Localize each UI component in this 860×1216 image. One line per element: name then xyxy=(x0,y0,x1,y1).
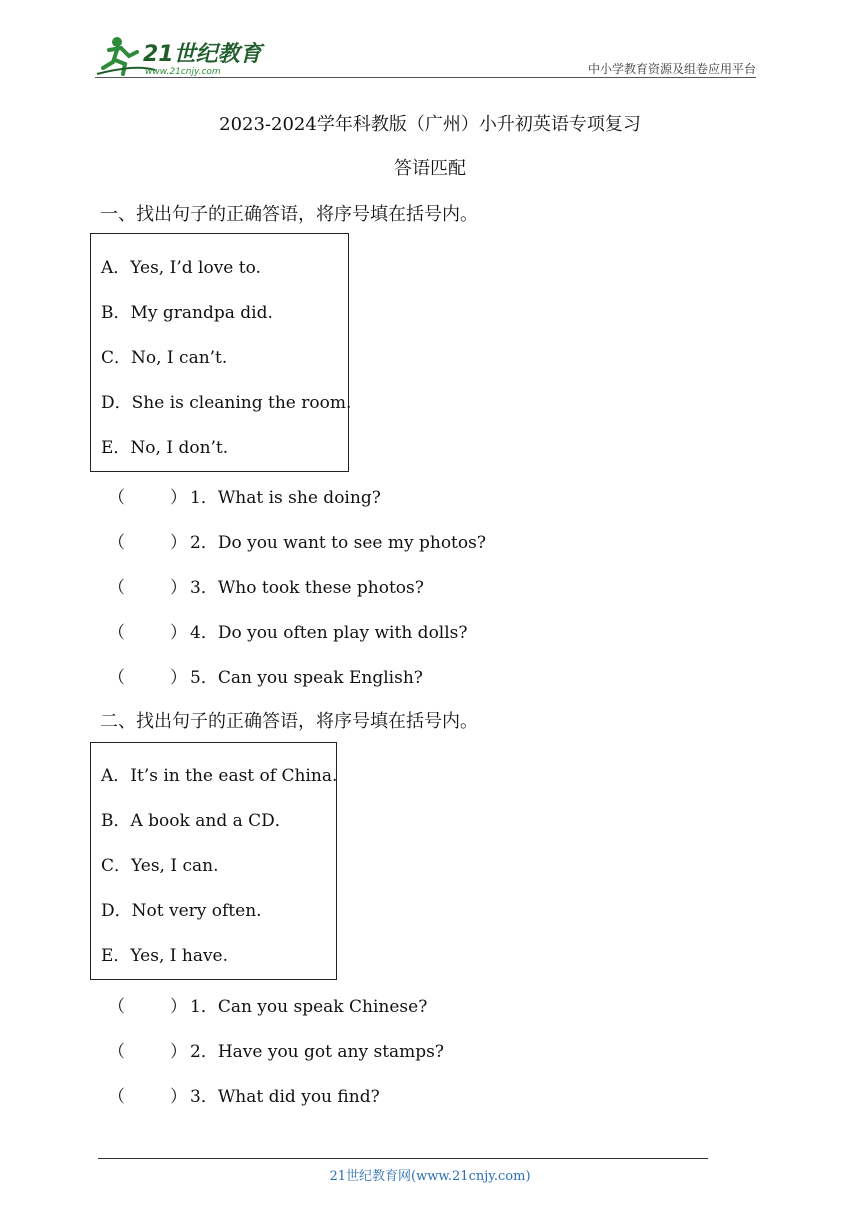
option-a: A．It’s in the east of China. xyxy=(101,766,338,786)
question-text: 2．Do you want to see my photos? xyxy=(190,533,486,553)
question-text: 1．Can you speak Chinese? xyxy=(190,997,428,1017)
logo-text: 21世纪教育 xyxy=(143,42,262,67)
answer-blank-close: ） xyxy=(170,1042,187,1062)
answer-blank-open[interactable]: （ xyxy=(108,623,125,643)
page-title: 2023-2024学年科教版（广州）小升初英语专项复习 xyxy=(219,114,641,135)
answer-blank-open[interactable]: （ xyxy=(108,1087,125,1107)
answer-blank-open[interactable]: （ xyxy=(108,578,125,598)
answer-blank-open[interactable]: （ xyxy=(108,997,125,1017)
answer-blank-close: ） xyxy=(170,488,187,508)
answer-blank-open[interactable]: （ xyxy=(108,668,125,688)
question-text: 1．What is she doing? xyxy=(190,488,381,508)
option-e: E．Yes, I have. xyxy=(101,946,229,966)
option-d: D．Not very often. xyxy=(101,901,262,921)
answer-blank-close: ） xyxy=(170,533,187,553)
answer-blank-close: ） xyxy=(170,1087,187,1107)
answer-blank-open[interactable]: （ xyxy=(108,488,125,508)
section-1-heading: 一、找出句子的正确答语，将序号填在括号内。 xyxy=(100,204,478,225)
option-b: B．My grandpa did. xyxy=(101,303,273,323)
page-subtitle: 答语匹配 xyxy=(394,158,466,179)
footer-link[interactable]: 21世纪教育网(www.21cnjy.com) xyxy=(329,1169,531,1184)
question-text: 5．Can you speak English? xyxy=(190,668,423,688)
option-c: C．No, I can’t. xyxy=(101,348,228,368)
option-d: D．She is cleaning the room. xyxy=(101,393,352,413)
answer-blank-close: ） xyxy=(170,578,187,598)
footer-divider xyxy=(98,1158,708,1159)
section-2-options-box xyxy=(90,742,337,980)
header-divider xyxy=(95,77,756,78)
section-2-heading: 二、找出句子的正确答语，将序号填在括号内。 xyxy=(100,711,478,732)
question-text: 2．Have you got any stamps? xyxy=(190,1042,445,1062)
option-b: B．A book and a CD． xyxy=(101,811,292,831)
question-text: 4．Do you often play with dolls? xyxy=(190,623,468,643)
answer-blank-close: ） xyxy=(170,668,187,688)
question-text: 3．What did you find? xyxy=(190,1087,380,1107)
option-e: E．No, I don’t. xyxy=(101,438,229,458)
question-text: 3．Who took these photos? xyxy=(190,578,424,598)
header-platform-text: 中小学教育资源及组卷应用平台 xyxy=(587,62,756,76)
answer-blank-close: ） xyxy=(170,623,187,643)
answer-blank-close: ） xyxy=(170,997,187,1017)
answer-blank-open[interactable]: （ xyxy=(108,533,125,553)
option-c: C．Yes, I can. xyxy=(101,856,219,876)
answer-blank-open[interactable]: （ xyxy=(108,1042,125,1062)
logo-url: www.21cnjy.com xyxy=(145,67,221,77)
option-a: A．Yes, I’d love to. xyxy=(101,258,261,278)
runner-logo-icon xyxy=(95,34,265,78)
site-logo xyxy=(95,34,265,78)
section-1-options-box xyxy=(90,233,352,472)
